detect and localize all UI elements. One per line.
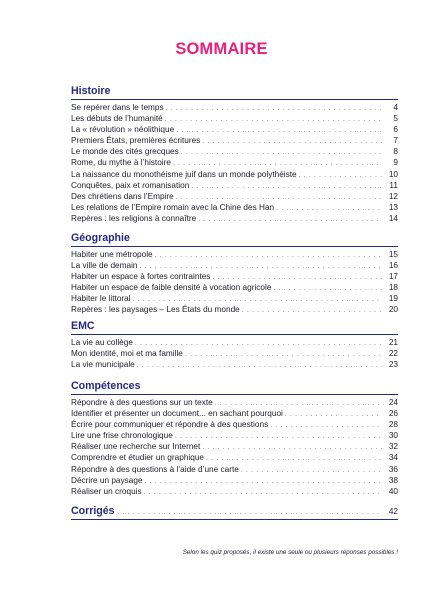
dot-leader (273, 283, 382, 294)
toc-entry[interactable] (71, 146, 398, 157)
entry-label: Écrire pour communiquer et répondre à des questions (71, 420, 269, 430)
page-title: SOMMAIRE (175, 40, 268, 58)
section-rule (71, 99, 398, 100)
entry-label: Habiter une métropole (71, 250, 153, 259)
toc-entry[interactable] (71, 169, 398, 180)
entry-page-number: 8 (393, 147, 398, 157)
entry-page-number: 24 (388, 398, 398, 407)
entry-page-number: 23 (388, 360, 398, 370)
entry-label: La naissance du monothéisme juif dans un monde polythéiste (71, 169, 297, 179)
entry-page-number: 5 (393, 114, 398, 124)
entry-label: La « révolution » néolithique (71, 125, 175, 135)
entry-label: Premiers États, premières écritures (71, 136, 201, 146)
entry-label: La vie au collège (71, 338, 133, 347)
entry-label: Repères : les religions à connaître (71, 213, 197, 223)
toc-entry[interactable] (71, 452, 398, 463)
entry-page-number: 16 (388, 261, 398, 271)
dot-leader (175, 431, 382, 442)
entry-page-number: 30 (388, 431, 398, 441)
dot-leader (191, 181, 382, 192)
toc-entry[interactable] (71, 124, 398, 135)
entry-label: Des chrétiens dans l’Empire (71, 191, 174, 201)
toc-entry[interactable] (71, 157, 398, 168)
toc-entry[interactable] (71, 486, 398, 497)
entry-page-number: 40 (388, 486, 398, 496)
entry-page-number: 20 (388, 305, 398, 315)
toc-entry[interactable] (71, 464, 398, 475)
dot-leader (144, 487, 382, 498)
dot-leader (241, 465, 382, 476)
toc-section (71, 84, 398, 224)
corriges-page-number: 42 (388, 507, 398, 516)
toc-entry[interactable] (71, 475, 398, 486)
corriges-entry[interactable] (71, 505, 398, 517)
entry-label: Lire une frise chronologique (71, 431, 173, 441)
entry-page-number: 12 (388, 191, 398, 201)
entry-label: Répondre à des questions à l’aide d’une carte (71, 464, 239, 474)
quiz-note: Selon les quiz proposés, il existe une seule ou plusieurs réponses possibles ! (182, 549, 398, 556)
toc-entry[interactable] (71, 271, 398, 282)
dot-leader (270, 420, 382, 431)
toc-entry[interactable] (71, 304, 398, 315)
section-rule (71, 334, 398, 335)
toc-entry[interactable] (71, 113, 398, 124)
entry-label: La ville de demain (71, 261, 138, 271)
toc-entry[interactable] (71, 359, 398, 370)
toc-entry[interactable] (71, 213, 398, 224)
dot-leader (242, 305, 382, 316)
toc-entry[interactable] (71, 202, 398, 213)
dot-leader (299, 170, 382, 181)
entry-page-number: 19 (388, 294, 398, 304)
toc-entry[interactable] (71, 180, 398, 191)
section-rule (71, 246, 398, 247)
entry-label: Rome, du mythe à l’histoire (71, 158, 171, 168)
dot-leader (165, 114, 382, 125)
entry-label: Habiter un espace à fortes contraintes (71, 272, 211, 282)
entry-label: Répondre à des questions sur un texte (71, 398, 213, 407)
corriges-label: Corrigés (71, 505, 115, 517)
entry-label: La vie municipale (71, 360, 135, 370)
toc-entry[interactable] (71, 293, 398, 304)
dot-leader (181, 147, 382, 158)
toc-entry[interactable] (71, 135, 398, 146)
entry-page-number: 26 (388, 409, 398, 419)
toc-entry[interactable] (71, 260, 398, 271)
toc-entry[interactable] (71, 191, 398, 202)
entry-page-number: 13 (388, 202, 398, 212)
toc-entry[interactable] (71, 430, 398, 441)
dot-leader (276, 203, 382, 214)
entry-page-number: 9 (393, 158, 398, 168)
section-rule (71, 394, 398, 395)
toc-section (71, 319, 398, 370)
corriges-rule (71, 519, 398, 520)
section-title: Compétences (71, 380, 141, 392)
entry-page-number: 6 (393, 125, 398, 135)
dot-leader (176, 125, 382, 136)
entry-page-number: 34 (388, 453, 398, 463)
entry-label: Habiter un espace de faible densité à vocation agricole (71, 283, 272, 293)
entry-label: Comprendre et étudier un graphique (71, 453, 205, 463)
entry-label: Les débuts de l’humanité (71, 114, 163, 124)
entry-label: Identifier et présenter un document... en sachant pourquoi (71, 409, 283, 419)
entry-label: Réaliser un croquis (71, 486, 142, 496)
entry-page-number: 10 (388, 169, 398, 179)
dot-leader (145, 476, 382, 487)
entry-page-number: 38 (388, 475, 398, 485)
section-title: Géographie (71, 232, 130, 244)
entry-page-number: 4 (393, 103, 398, 112)
entry-label: Habiter le littoral (71, 294, 131, 304)
dot-leader (198, 214, 382, 225)
entry-page-number: 14 (388, 213, 398, 223)
section-title: Histoire (71, 85, 111, 97)
toc-entry[interactable] (71, 419, 398, 430)
entry-page-number: 22 (388, 349, 398, 359)
toc-entry[interactable] (71, 282, 398, 293)
section-title: EMC (71, 320, 95, 332)
entry-label: Les relations de l’Empire romain avec la Chine des Han (71, 202, 275, 212)
dot-leader (202, 136, 382, 147)
dot-leader (118, 509, 382, 516)
toc-section (71, 231, 398, 316)
toc-section (71, 379, 398, 497)
dot-leader (285, 409, 382, 420)
toc-entry[interactable] (71, 249, 398, 260)
dot-leader (202, 442, 382, 453)
entry-label: Repères : les paysages – Les États du monde (71, 305, 240, 315)
entry-label: Réaliser une recherche sur Internet (71, 442, 201, 452)
toc-entry[interactable] (71, 337, 398, 348)
entry-page-number: 7 (393, 136, 398, 146)
dot-leader (155, 250, 382, 261)
entry-page-number: 36 (388, 464, 398, 474)
entry-page-number: 11 (389, 180, 398, 190)
entry-page-number: 28 (388, 420, 398, 430)
entry-label: Se repérer dans le temps (71, 103, 164, 112)
toc-entry[interactable] (71, 441, 398, 452)
toc-entry[interactable] (71, 408, 398, 419)
dot-leader (166, 103, 382, 114)
entry-page-number: 15 (388, 250, 398, 259)
entry-label: Mon identité, moi et ma famille (71, 349, 183, 359)
entry-label: Décrire un paysage (71, 475, 143, 485)
entry-page-number: 21 (388, 338, 398, 347)
dot-leader (185, 349, 382, 360)
toc-entry[interactable] (71, 397, 398, 408)
entry-page-number: 18 (388, 283, 398, 293)
entry-page-number: 32 (388, 442, 398, 452)
entry-label: Conquêtes, paix et romanisation (71, 180, 190, 190)
entry-label: Le monde des cités grecques (71, 147, 179, 157)
dot-leader (137, 360, 382, 371)
entry-page-number: 17 (388, 272, 398, 282)
toc-entry[interactable] (71, 348, 398, 359)
toc-entry[interactable] (71, 102, 398, 113)
